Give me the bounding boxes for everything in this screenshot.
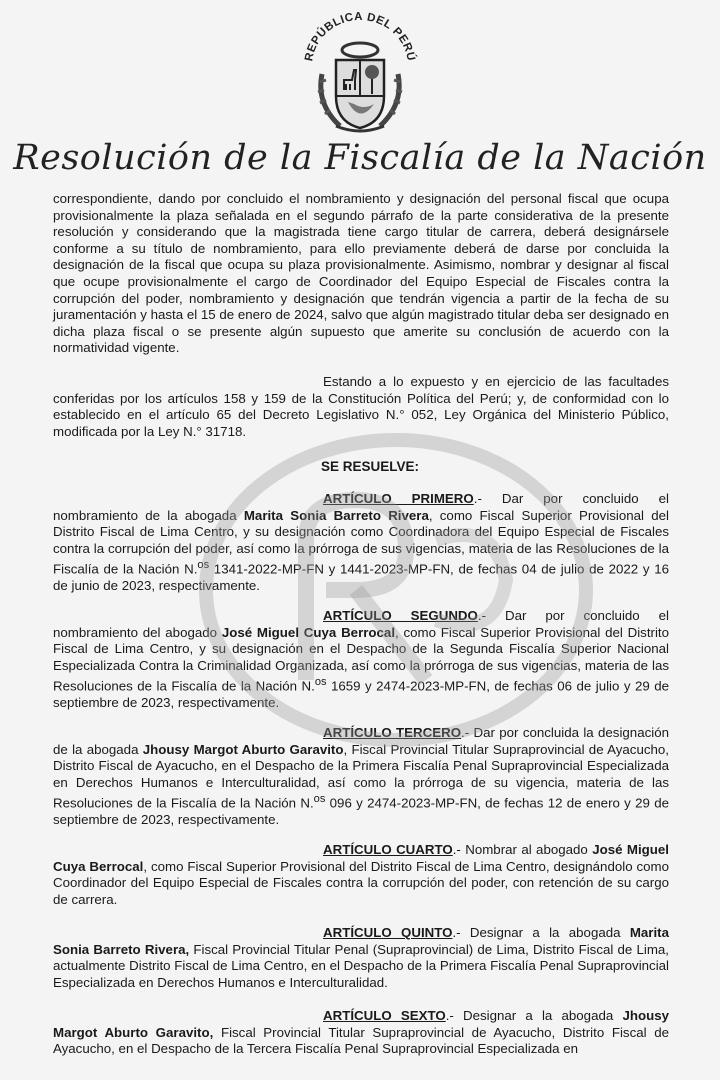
expuesto-paragraph [53,374,669,440]
svg-text:REPÚBLICA DEL PERÚ [303,11,418,62]
article-4-text-a: .- Nombrar al abogado [452,842,593,857]
article-3-text-a: .- Dar por concluida la designación de la abogada [53,725,669,757]
article-1-text-b: , como Fiscal Superior Provisional del Distrito Fiscal de Lima Centro, y su designación como Coordinadora del Equipo Especial de Fiscales contra la corrupción del poder, así como la prórroga de sus vigencias, materia de las Resoluciones de la Fiscalía de la Nación N. [53,507,669,577]
article-1-text-c: 1341-2022-MP-FN y 1441-2023-MP-FN, de fechas 04 de julio de 2022 y 16 de junio de 2023, respectivamente. [53,561,669,594]
article-6-text-b: Fiscal Provincial Titular Supraprovincial de Ayacucho, Distrito Fiscal de Ayacucho, en el Despacho de la Tercera Fiscalía Penal Supraprovincial Especializada en [53,1024,669,1057]
document-heading: Resolución de la Fiscalía de la Nación [13,138,707,178]
article-4-heading: ARTÍCULO CUARTO [323,842,453,857]
article-4-text-b: , como Fiscal Superior Provisional del Distrito Fiscal de Lima Centro, designándolo como Coordinador del Equipo Especial de Fiscales contra la corrupción del poder, con retención de su cargo de carrera. [53,858,669,907]
article-5 [53,925,669,991]
article-5-text-a: .- Designar a la abogada [452,925,630,940]
article-2-text-c: 1659 y 2474-2023-MP-FN, de fechas 06 de julio y 29 de septiembre de 2023, respectivamente. [53,678,670,711]
article-1-name: Marita Sonia Barreto Rivera [243,507,429,523]
article-3 [53,725,669,829]
article-5-name: Marita Sonia Barreto Rivera, [53,925,669,957]
article-3-name: Jhousy Margot Aburto Garavito [142,741,344,757]
article-4-name: José Miguel Cuya Berrocal [53,842,669,874]
article-5-text-b: Fiscal Provincial Titular Penal (Supraprovincial) de Lima, Distrito Fiscal de Lima, actualmente Distrito Fiscal de Lima Centro, en el Despacho de la Primera Fiscalía Penal Supraprovincial Especializada en Derechos Humanos e Interculturalidad. [53,941,669,990]
peru-coat-of-arms-icon [292,4,428,136]
article-3-text-c: 096 y 2474-2023-MP-FN, de fechas 12 de enero y 29 de septiembre de 2023, respectivamente. [53,795,669,828]
intro-paragraph-text: correspondiente, dando por concluido el nombramiento y designación del personal fiscal que ocupa provisionalmente la plaza señalada en el segundo párrafo de la parte considerativa de la presente resolución y considerando que la magistrada tiene cargo titular de carrera, deberá designársele conforme a su título de nombramiento, para ello previamente deberá de darse por concluida la designación de la fiscal que ocupa su plaza provisionalmente. Asimismo, nombrar y designar al fiscal que ocupe provisionalmente el cargo de Coordinador del Equipo Especial de Fiscales contra la corrupción del poder, nombramiento y designación que tendrán vigencia a partir de la fecha de su juramentación y hasta el 15 de enero de 2024, salvo que algún magistrado titular deba ser designado en dicha plaza fiscal o se presente algún supuesto que amerite su conclusión de acuerdo con la normatividad vigente. [53,191,669,356]
article-6-heading: ARTÍCULO SEXTO [323,1008,446,1023]
article-2-name: José Miguel Cuya Berrocal [221,624,396,640]
se-resuelve-heading: SE RESUELVE: [321,459,420,474]
article-5-heading: ARTÍCULO QUINTO [323,925,453,940]
article-3-heading: ARTÍCULO TERCERO [323,725,462,740]
coat-of-arms-seal [292,4,428,136]
article-2 [53,608,669,712]
article-2-sup: os [314,676,327,689]
article-4 [53,842,669,908]
expuesto-paragraph-text: Estando a lo expuesto y en ejercicio de las facultades conferidas por los artículos 158 y 159 de la Constitución Política del Perú; y, de conformidad con lo establecido en el artículo 65 del Decreto Legislativo N.° 052, Ley Orgánica del Ministerio Público, modificada por la Ley N.° 31718. [53,374,669,439]
article-1-text-a: .- Dar por concluido el nombramiento de la abogada [53,491,669,523]
article-6-name: Jhousy Margot Aburto Garavito, [53,1008,669,1040]
article-1 [53,491,669,595]
article-3-sup: os [313,793,326,806]
article-1-heading: ARTÍCULO PRIMERO [323,491,474,506]
article-1-sup: os [197,559,210,572]
article-6-text-a: .- Designar a la abogada [445,1008,623,1023]
seal-arc-text: REPÚBLICA DEL PERÚ [303,10,417,63]
article-3-text-b: , Fiscal Provincial Titular Supraprovincial de Ayacucho, Distrito Fiscal de Ayacucho, en el Despacho de la Primera Fiscalía Penal Supraprovincial Especializada en Derechos Humanos e Interculturalidad, así como la prórroga de su vigencia, materia de las Resoluciones de la Fiscalía de la Nación N. [53,741,669,811]
article-6 [53,1008,669,1058]
intro-paragraph [53,191,669,357]
article-2-text-a: .- Dar por concluido el nombramiento del abogado [53,608,670,640]
article-2-heading: ARTÍCULO SEGUNDO [323,608,478,623]
article-2-text-b: , como Fiscal Superior Provisional del Distrito Fiscal de Lima Centro, y su designación en el Despacho de la Segunda Fiscalía Superior Nacional Especializada Contra la Criminalidad Organizada, así como la prórroga de sus vigencias, materia de las Resoluciones de la Fiscalía de la Nación N. [53,624,670,694]
